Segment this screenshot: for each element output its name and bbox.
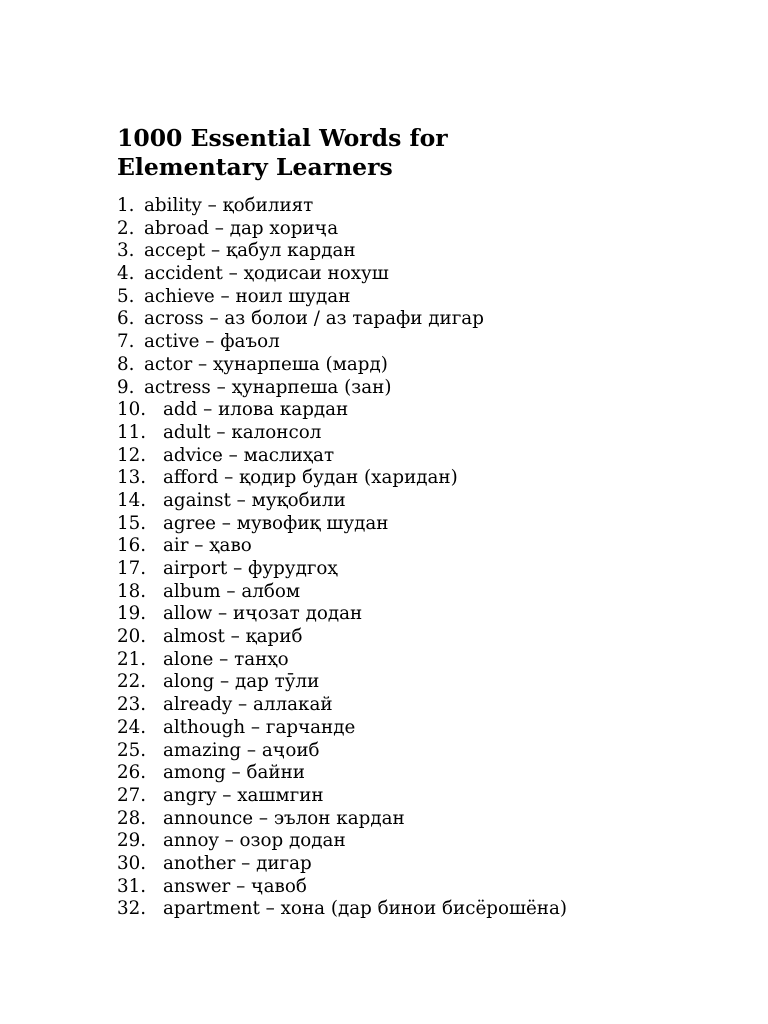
entry-number: 25. bbox=[117, 739, 147, 761]
entry-number: 29. bbox=[117, 830, 147, 852]
entry-number: 31. bbox=[117, 875, 147, 897]
entry-text: airport – фурудгоҳ bbox=[163, 558, 338, 579]
entry-text: actor – ҳунарпеша (мард) bbox=[144, 353, 388, 375]
entry-number: 22. bbox=[117, 671, 147, 693]
entry-text: ability – қобилият bbox=[144, 195, 314, 216]
entry-number: 4. bbox=[117, 263, 135, 285]
entry-text: alone – танҳо bbox=[163, 648, 289, 670]
word-entry bbox=[117, 649, 737, 672]
word-entry bbox=[117, 853, 737, 876]
entry-text: abroad – дар хориҷа bbox=[144, 217, 339, 239]
entry-number: 28. bbox=[117, 807, 147, 829]
entry-number: 19. bbox=[117, 603, 147, 625]
word-entry bbox=[117, 331, 737, 354]
entry-text: adult – калонсол bbox=[163, 421, 322, 443]
entry-text: afford – қодир будан (харидан) bbox=[163, 467, 458, 489]
word-entry bbox=[117, 830, 737, 853]
entry-text: announce – эълон кардан bbox=[163, 807, 405, 829]
entry-text: across – аз болои / аз тарафи дигар bbox=[144, 308, 484, 330]
entry-text: actress – ҳунарпеша (зан) bbox=[144, 376, 392, 398]
word-entry bbox=[117, 740, 737, 763]
word-entry bbox=[117, 717, 737, 740]
entry-number: 3. bbox=[117, 240, 135, 262]
word-entry bbox=[117, 218, 737, 241]
word-entry bbox=[117, 808, 737, 831]
word-entry bbox=[117, 603, 737, 626]
entry-number: 11. bbox=[117, 421, 147, 443]
entry-number: 24. bbox=[117, 716, 147, 738]
entry-number: 7. bbox=[117, 331, 135, 353]
word-entry bbox=[117, 762, 737, 785]
entry-text: apartment – хона (дар бинои бисёрошёна) bbox=[163, 898, 567, 920]
entry-number: 18. bbox=[117, 580, 147, 602]
entry-number: 26. bbox=[117, 762, 147, 784]
entry-text: angry – хашмгин bbox=[163, 784, 324, 806]
word-entry bbox=[117, 240, 737, 263]
entry-number: 30. bbox=[117, 852, 147, 874]
entry-text: although – гарчанде bbox=[163, 716, 356, 738]
entry-text: among – байни bbox=[163, 762, 305, 784]
word-entry bbox=[117, 626, 737, 649]
word-entry bbox=[117, 445, 737, 468]
word-entry bbox=[117, 377, 737, 400]
entry-text: advice – маслиҳат bbox=[163, 444, 335, 466]
word-entry bbox=[117, 286, 737, 309]
entry-number: 14. bbox=[117, 489, 147, 511]
entry-number: 5. bbox=[117, 285, 135, 307]
word-entry bbox=[117, 581, 737, 604]
entry-number: 8. bbox=[117, 353, 135, 375]
entry-text: along – дар тӯли bbox=[163, 671, 320, 693]
entry-number: 23. bbox=[117, 694, 147, 716]
entry-text: active – фаъол bbox=[144, 331, 280, 353]
word-entry bbox=[117, 195, 737, 218]
entry-text: album – албом bbox=[163, 580, 301, 602]
word-entry bbox=[117, 535, 737, 558]
entry-number: 27. bbox=[117, 784, 147, 806]
entry-text: achieve – ноил шудан bbox=[144, 285, 351, 307]
entry-number: 12. bbox=[117, 444, 147, 466]
entry-number: 9. bbox=[117, 376, 135, 398]
entry-text: almost – қариб bbox=[163, 626, 303, 648]
entry-text: already – аллакай bbox=[163, 694, 333, 716]
word-entry bbox=[117, 876, 737, 899]
entry-text: agree – мувофиқ шудан bbox=[163, 512, 389, 534]
entry-number: 6. bbox=[117, 308, 135, 330]
word-list bbox=[117, 195, 737, 921]
word-entry bbox=[117, 898, 737, 921]
entry-text: annoy – озор додан bbox=[163, 830, 346, 852]
word-entry bbox=[117, 467, 737, 490]
document-page bbox=[117, 124, 737, 921]
entry-text: another – дигар bbox=[163, 852, 312, 874]
entry-number: 16. bbox=[117, 535, 147, 557]
entry-number: 15. bbox=[117, 512, 147, 534]
word-entry bbox=[117, 558, 737, 581]
word-entry bbox=[117, 422, 737, 445]
word-entry bbox=[117, 490, 737, 513]
word-entry bbox=[117, 671, 737, 694]
entry-text: amazing – аҷоиб bbox=[163, 739, 320, 761]
entry-number: 10. bbox=[117, 399, 147, 421]
title-line-2: Elementary Learners bbox=[117, 153, 393, 181]
entry-text: accept – қабул кардан bbox=[144, 240, 356, 262]
entry-text: accident – ҳодисаи нохуш bbox=[144, 263, 389, 285]
entry-text: add – илова кардан bbox=[163, 399, 349, 421]
entry-number: 32. bbox=[117, 898, 147, 920]
entry-text: air – ҳаво bbox=[163, 535, 252, 557]
entry-number: 17. bbox=[117, 558, 147, 579]
entry-number: 1. bbox=[117, 195, 135, 216]
document-title bbox=[117, 124, 737, 182]
word-entry bbox=[117, 694, 737, 717]
entry-number: 20. bbox=[117, 626, 147, 648]
entry-text: against – муқобили bbox=[163, 489, 346, 511]
entry-number: 21. bbox=[117, 648, 147, 670]
title-line-1: 1000 Essential Words for bbox=[117, 124, 448, 152]
entry-number: 13. bbox=[117, 467, 147, 489]
word-entry bbox=[117, 399, 737, 422]
entry-text: allow – иҷозат додан bbox=[163, 603, 363, 625]
word-entry bbox=[117, 354, 737, 377]
word-entry bbox=[117, 308, 737, 331]
word-entry bbox=[117, 263, 737, 286]
word-entry bbox=[117, 513, 737, 536]
entry-number: 2. bbox=[117, 217, 135, 239]
entry-text: answer – ҷавоб bbox=[163, 875, 307, 897]
word-entry bbox=[117, 785, 737, 808]
